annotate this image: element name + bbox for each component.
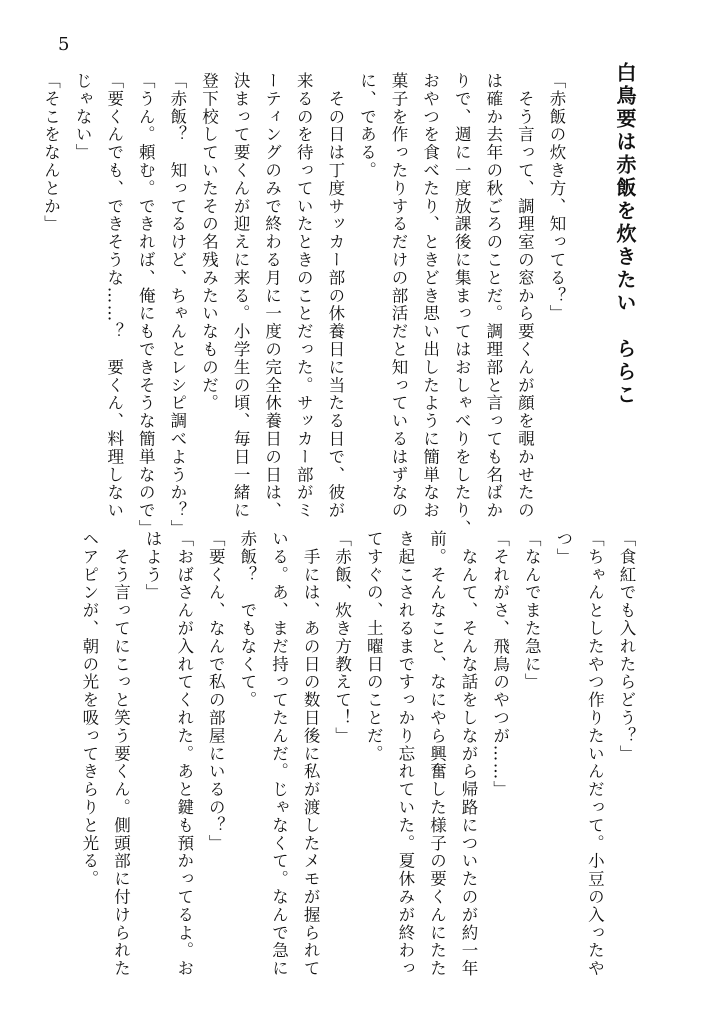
text-line: つ」 xyxy=(553,530,573,566)
story-title: 白鳥要は赤飯を炊きたい ららこ xyxy=(613,62,637,407)
text-line: じゃない」 xyxy=(73,72,93,162)
lower-text-block xyxy=(73,530,642,1000)
text-line: は確か去年の秋ごろのことだ。調理部と言っても名ばか xyxy=(483,72,503,520)
text-line: き起こされるまですっかり忘れていた。夏休みが終わっ xyxy=(395,530,415,978)
upper-text-block xyxy=(35,72,572,538)
text-line: おやつを食べたり、ときどき思い出したように簡単なお xyxy=(420,72,440,520)
text-line: なんて、そんな話をしながら帰路についたのが約一年 xyxy=(459,530,479,978)
text-line: 決まって要くんが迎えに来る。小学生の頃、毎日一緒に xyxy=(231,72,251,520)
text-line: 「うん。頼む。できれば、俺にもできそうな簡単なので」 xyxy=(136,72,156,538)
text-line: 登下校していたその名残みたいなものだ。 xyxy=(199,72,219,413)
text-line: ーティングのみで終わる月に一度の完全休養日の日は、 xyxy=(262,72,282,520)
text-line: はよう」 xyxy=(143,530,163,602)
text-line: 来るのを待っていたときのことだった。サッカー部がミ xyxy=(294,72,314,520)
text-line: そう言ってにこっと笑う要くん。側頭部に付けられた xyxy=(111,530,131,978)
text-line: てすぐの、土曜日のことだ。 xyxy=(364,530,384,763)
text-line: ヘアピンが、朝の光を吸ってきらりと光る。 xyxy=(79,530,99,888)
text-line: 手には、あの日の数日後に私が渡したメモが握られて xyxy=(301,530,321,978)
text-line: 「赤飯の炊き方、知ってる？」 xyxy=(547,72,566,323)
text-line: 「赤飯？ 知ってるけど、ちゃんとレシピ調べようか？」 xyxy=(167,72,187,538)
text-line: りで、週に一度放課後に集まってはおしゃべりをしたり、 xyxy=(452,72,472,538)
text-line: 「ちゃんとしたやつ作りたいんだって。小豆の入ったや xyxy=(585,530,605,978)
text-line: 「要くんでも、できそうな……？ 要くん、料理しない xyxy=(104,72,124,520)
text-line: 「なんでまた急に」 xyxy=(522,530,542,692)
text-line: そう言って、調理室の窓から要くんが顔を覗かせたの xyxy=(515,72,535,520)
text-line: 前。そんなこと、なにやら興奮した様子の要くんにたた xyxy=(427,530,447,978)
text-line: 「おばさんが入れてくれた。あと鍵も預かってるよ。お xyxy=(174,530,194,978)
text-line: いる。あ、まだ持ってたんだ。じゃなくて。なんで急に xyxy=(269,530,289,978)
text-line: 「食紅でも入れたらどう？」 xyxy=(617,530,636,763)
text-line: 菓子を作ったりするだけの部活だと知っているはずなの xyxy=(389,72,409,520)
text-line: 「赤飯、炊き方教えて！」 xyxy=(332,530,352,745)
text-line: その日は丁度サッカー部の休養日に当たる日で、彼が xyxy=(325,72,345,520)
page-number: 5 xyxy=(58,34,70,55)
text-line: 赤飯？ でもなくて。 xyxy=(237,530,257,709)
text-line: に、である。 xyxy=(357,72,377,180)
text-line: 「それがさ、飛鳥のやつが……」 xyxy=(490,530,510,799)
text-line: 「要くん、なんで私の部屋にいるの？」 xyxy=(206,530,226,853)
text-line: 「そこをなんとか」 xyxy=(41,72,61,234)
